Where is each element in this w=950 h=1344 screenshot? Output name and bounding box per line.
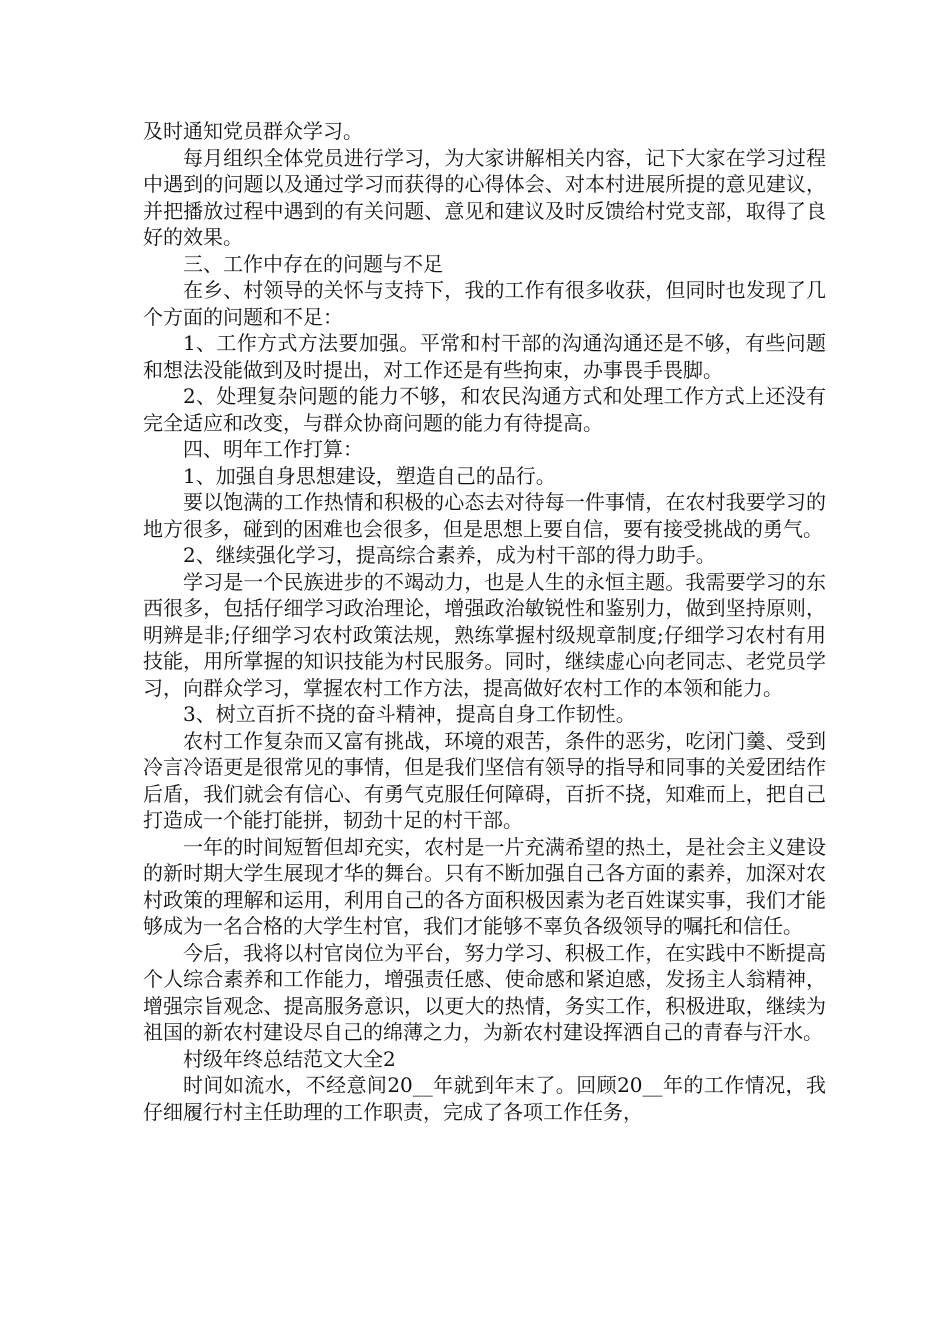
section-heading-4: 四、明年工作打算： — [183, 437, 363, 461]
paragraph-5: 1、工作方式方法要加强。平常和村干部的沟通沟通还是不够，有些问题和想法没能做到及时提出，对工作还是有些拘束，办事畏手畏脚。 — [143, 331, 826, 382]
paragraph-17: 时间如流水，不经意间20__年就到年末了。回顾20__年的工作情况，我仔细履行村主任助理的工作职责，完成了各项工作任务， — [143, 1073, 826, 1124]
paragraph-12: 3、树立百折不挠的奋斗精神，提高自身工作韧性。 — [183, 702, 636, 726]
paragraph-13: 农村工作复杂而又富有挑战，环境的艰苦，条件的恶劣，吃闭门羹、受到冷言冷语更是很常见的事情，但是我们坚信有领导的指导和同事的关爱团结作后盾，我们就会有信心、有勇气克服任何障碍，百折不挠，知难而上，把自己打造成一个能打能拼，韧劲十足的村干部。 — [143, 728, 826, 832]
paragraph-6: 2、处理复杂问题的能力不够，和农民沟通方式和处理工作方式上还没有完全适应和改变，与群众协商问题的能力有待提高。 — [143, 384, 826, 435]
paragraph-11: 学习是一个民族进步的不竭动力，也是人生的永恒主题。我需要学习的东西很多，包括仔细学习政治理论，增强政治敏锐性和鉴别力，做到坚持原则，明辨是非;仔细学习农村政策法规，熟练掌握村级规章制度;仔细学习农村有用技能，用所掌握的知识技能为村民服务。同时，继续虚心向老同志、老党员学习，向群众学习，掌握农村工作方法，提高做好农村工作的本领和能力。 — [143, 569, 826, 700]
article-title: 村级年终总结范文大全2 — [183, 1046, 396, 1071]
paragraph-1: 及时通知党员群众学习。 — [143, 119, 363, 143]
paragraph-10: 2、继续强化学习，提高综合素养，成为村干部的得力助手。 — [183, 543, 716, 567]
paragraph-9: 要以饱满的工作热情和积极的心态去对待每一件事情，在农村我要学习的地方很多，碰到的困难也会很多，但是思想上要自信，要有接受挑战的勇气。 — [143, 490, 826, 541]
paragraph-4: 在乡、村领导的关怀与支持下，我的工作有很多收获，但同时也发现了几个方面的问题和不足： — [143, 278, 826, 329]
paragraph-15: 今后，我将以村官岗位为平台，努力学习、积极工作，在实践中不断提高个人综合素养和工作能力，增强责任感、使命感和紧迫感，发扬主人翁精神，增强宗旨观念、提高服务意识，以更大的热情，务实工作，积极进取，继续为祖国的新农村建设尽自己的绵薄之力，为新农村建设挥洒自己的青春与汗水。 — [143, 940, 826, 1044]
document-page — [143, 118, 826, 1125]
paragraph-8: 1、加强自身思想建设，塑造自己的品行。 — [183, 463, 556, 488]
section-heading-3: 三、工作中存在的问题与不足 — [183, 251, 443, 276]
paragraph-14: 一年的时间短暂但却充实，农村是一片充满希望的热土，是社会主义建设的新时期大学生展现才华的舞台。只有不断加强自己各方面的素养，加深对农村政策的理解和运用，利用自己的各方面积极因素为老百姓谋实事，我们才能够成为一名合格的大学生村官，我们才能够不辜负各级领导的嘱托和信任。 — [143, 834, 826, 938]
paragraph-2: 每月组织全体党员进行学习，为大家讲解相关内容，记下大家在学习过程中遇到的问题以及通过学习而获得的心得体会、对本村进展所提的意见建议，并把播放过程中遇到的有关问题、意见和建议及时反馈给村党支部，取得了良好的效果。 — [143, 145, 826, 249]
